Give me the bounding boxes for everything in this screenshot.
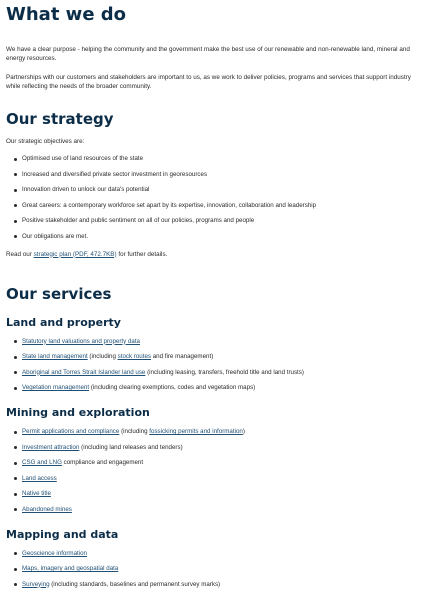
item-text: ): [242, 428, 245, 435]
partnerships-paragraph: Partnerships with our customers and stakeholders are important to us, as we work to deliver policies, programs and services that support industry while reflecting the needs of the broader community.: [6, 74, 411, 90]
list-item: [6, 459, 419, 467]
vegetation-management-link[interactable]: Vegetation management: [22, 384, 90, 391]
list-item: Our obligations are met.: [6, 233, 419, 241]
list-item: Great careers: a contemporary workforce set apart by its expertise, innovation, collaboration and leadership: [6, 202, 419, 210]
list-item: [6, 565, 419, 573]
item-text: and fire management): [151, 353, 214, 360]
item-text: (including standards, baselines and permanent survey marks): [49, 580, 221, 588]
services-heading: Our services: [6, 284, 112, 303]
mapping-data-heading: Mapping and data: [6, 527, 119, 541]
item-text: (including clearing exemptions, codes and vegetation maps): [89, 384, 256, 391]
strategic-plan-paragraph: [6, 250, 419, 259]
mapping-data-list: [6, 550, 419, 589]
fossicking-permits-link[interactable]: fossicking permits and information: [149, 428, 243, 435]
list-item: [6, 490, 419, 498]
land-valuations-link[interactable]: Statutory land valuations and property data: [22, 337, 140, 345]
land-property-heading: Land and property: [6, 315, 121, 329]
abandoned-mines-link[interactable]: Abandoned mines: [22, 505, 72, 513]
land-access-link[interactable]: Land access: [22, 474, 57, 482]
list-item: [6, 475, 419, 483]
page-title: What we do: [6, 4, 127, 25]
read-prefix: Read our: [6, 250, 34, 258]
list-item: [6, 581, 419, 589]
list-item: [6, 506, 419, 514]
strategy-list: [6, 155, 419, 241]
item-text: (including land releases and tenders): [79, 443, 183, 451]
mining-exploration-list: [6, 428, 419, 514]
indigenous-land-use-link[interactable]: Aboriginal and Torres Strait Islander land use: [22, 368, 146, 376]
list-item: Innovation driven to unlock our data's potential: [6, 186, 419, 194]
csg-lng-link[interactable]: CSG and LNG: [22, 459, 62, 466]
list-item: [6, 338, 419, 346]
strategy-heading: Our strategy: [6, 110, 114, 128]
mining-exploration-heading: Mining and exploration: [6, 406, 150, 419]
maps-imagery-link[interactable]: Maps, imagery and geospatial data: [22, 565, 119, 572]
item-text: (including leasing, transfers, freehold title and land trusts): [145, 368, 304, 376]
list-item: [6, 384, 419, 392]
stock-routes-link[interactable]: stock routes: [117, 353, 151, 360]
read-suffix: for further details.: [116, 250, 168, 258]
list-item: Increased and diversified private sector investment in georesources: [6, 171, 419, 179]
list-item: [6, 550, 419, 558]
list-item: Positive stakeholder and public sentiment on all of our policies, programs and people: [6, 217, 419, 225]
native-title-link[interactable]: Native title: [22, 490, 51, 497]
list-item: [6, 444, 419, 452]
strategic-plan-link[interactable]: strategic plan (PDF, 472.7KB): [33, 250, 117, 258]
strategy-lead: Our strategic objectives are:: [6, 138, 85, 145]
item-text: compliance and engagement: [61, 459, 144, 466]
investment-attraction-link[interactable]: Investment attraction: [22, 443, 80, 451]
geoscience-information-link[interactable]: Geoscience information: [22, 549, 88, 557]
list-item: Optimised use of land resources of the state: [6, 155, 419, 163]
intro-paragraph: We have a clear purpose - helping the community and the government make the best use of our renewable and non-renewable land, mineral and energy resources.: [6, 46, 410, 62]
item-text: (including: [87, 353, 118, 360]
item-text: (including: [119, 428, 150, 435]
permit-applications-link[interactable]: Permit applications and compliance: [22, 428, 120, 435]
list-item: [6, 369, 419, 377]
list-item: [6, 428, 419, 436]
list-item: [6, 353, 419, 361]
state-land-management-link[interactable]: State land management: [22, 353, 88, 360]
land-property-list: [6, 338, 419, 393]
surveying-link[interactable]: Surveying: [22, 580, 50, 588]
